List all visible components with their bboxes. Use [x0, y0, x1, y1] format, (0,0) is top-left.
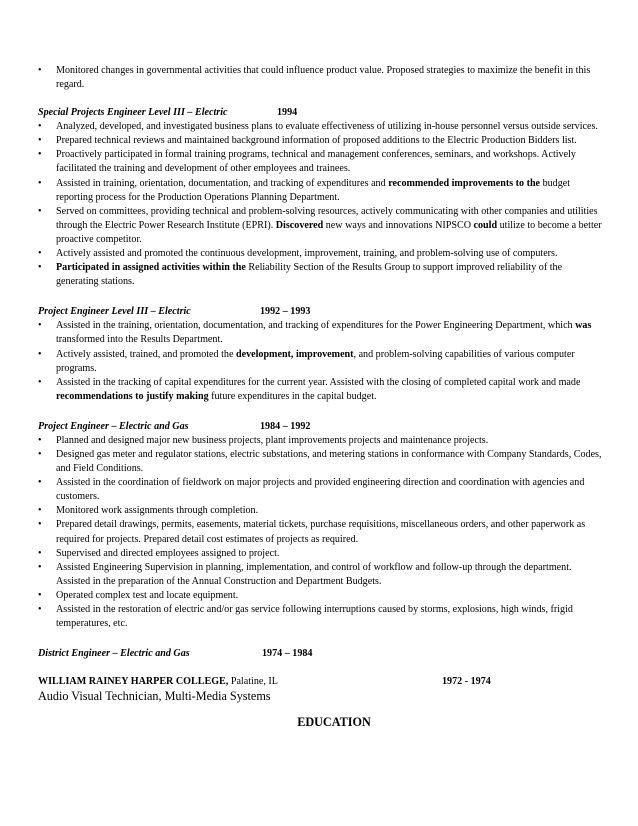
list-item	[38, 518, 604, 546]
text-run: Assisted in training, orientation, documentation, and tracking of expenditures and	[56, 177, 389, 189]
job-title: District Engineer – Electric and Gas	[38, 648, 190, 660]
employer-location: Palatine, IL	[228, 676, 278, 688]
text-run: Monitored work assignments through completion.	[56, 505, 259, 517]
job-title: Project Engineer – Electric and Gas	[38, 420, 189, 432]
text-run: Actively assisted and promoted the continuous development, improvement, training, and problem-solving use of computers.	[56, 248, 558, 260]
job-years: 1992 – 1993	[260, 306, 311, 318]
list-item	[38, 448, 604, 476]
bold-phrase: Discovered	[275, 219, 324, 231]
job-years: 1974 – 1984	[262, 648, 313, 660]
text-run: Planned and designed major new business projects, plant improvements projects and maintenance projects.	[56, 434, 489, 446]
list-item	[38, 376, 604, 404]
text-run: Analyzed, developed, and investigated business plans to evaluate effectiveness of utilizing in-house personnel versus outside services.	[56, 121, 598, 133]
list-item	[38, 434, 604, 448]
job-heading	[38, 647, 604, 661]
text-run: , and problem-solving capabilities of various computer programs.	[56, 348, 575, 374]
text-run: Assisted in the tracking of capital expenditures for the current year. Assisted with the closing of completed capital work and made	[56, 376, 581, 388]
text-run: Supervised and directed employees assigned to project.	[56, 547, 280, 559]
text-run: new ways and innovations NIPSCO	[323, 219, 474, 231]
list-item	[38, 205, 604, 247]
bold-phrase: Participated in assigned activities within the	[56, 262, 246, 274]
list-item	[38, 561, 604, 589]
list-item	[38, 177, 604, 205]
text-run: Prepared detail drawings, permits, easements, material tickets, purchase requisitions, miscellaneous orders, and other paperwork as required for projects. Prepared detail cost estimates of projects as required.	[56, 519, 586, 545]
text-run: Monitored changes in governmental activities that could influence product value. Proposed strategies to maximize the benefit in this regard.	[56, 65, 591, 91]
job-heading	[38, 420, 604, 434]
job-heading	[38, 305, 604, 319]
job-years: 1984 – 1992	[260, 420, 311, 432]
text-run: Assisted Engineering Supervision in planning, implementation, and control of workflow and follow-up through the department. Assisted in the preparation of the Annual Construction and Department Budgets.	[56, 561, 572, 587]
text-run: Proactively participated in formal training programs, technical and management conferences, seminars, and workshops. Actively facilitated the training and development of other employees and trainees.	[56, 149, 576, 175]
employer-years: 1972 - 1974	[442, 676, 491, 688]
list-item	[38, 348, 604, 376]
list-item	[38, 319, 604, 347]
text-run: future expenditures in the capital budget.	[208, 390, 377, 402]
text-run: Prepared technical reviews and maintained background information of proposed additions to the Electric Production Bidders list.	[56, 135, 577, 147]
job-bullet-list	[38, 120, 604, 289]
text-run: Operated complex test and locate equipment.	[56, 589, 239, 601]
text-run: utilize to become a better proactive competitor.	[56, 219, 602, 245]
employer-line	[38, 675, 604, 689]
text-run: Reliability Section of the Results Group to support improved reliability of the generating stations.	[56, 262, 563, 288]
section-heading-education: EDUCATION	[297, 715, 371, 730]
bold-phrase: recommended improvements to the	[388, 177, 541, 189]
text-run: Assisted in the coordination of fieldwork on major projects and provided engineering direction and coordination with agencies and customers.	[56, 477, 585, 503]
bold-phrase: development, improvement	[235, 348, 354, 360]
list-item	[38, 476, 604, 504]
job-title: Special Projects Engineer Level III – Electric	[38, 107, 228, 119]
list-item	[38, 148, 604, 176]
text-run: Actively assisted, trained, and promoted the	[56, 348, 236, 360]
text-run: Assisted in the training, orientation, documentation, and tracking of expenditures for the Power Engineering Department, which	[56, 320, 576, 332]
text-run: Assisted in the restoration of electric and/or gas service following interruptions caused by storms, explosions, high winds, frigid temperatures, etc.	[56, 604, 573, 630]
job-heading	[38, 106, 604, 120]
list-item	[38, 603, 604, 631]
job-years: 1994	[277, 107, 298, 119]
employer-name: WILLIAM RAINEY HARPER COLLEGE,	[38, 676, 229, 688]
list-item	[38, 64, 604, 92]
list-item	[38, 504, 604, 518]
list-item	[38, 547, 604, 561]
bold-phrase: recommendations to justify making	[56, 390, 209, 402]
text-run: transformed into the Results Department.	[56, 334, 223, 346]
intro-bullet-list	[38, 64, 604, 92]
employer-role: Audio Visual Technician, Multi-Media Systems	[38, 689, 271, 704]
resume-page	[38, 64, 604, 729]
job-bullet-list	[38, 319, 604, 404]
job-title: Project Engineer Level III – Electric	[38, 306, 191, 318]
list-item	[38, 134, 604, 148]
list-item	[38, 589, 604, 603]
bold-phrase: could	[473, 219, 498, 231]
list-item	[38, 247, 604, 261]
bold-phrase: was	[575, 320, 592, 332]
text-run: Designed gas meter and regulator stations, electric substations, and metering stations in conformance with Company Standards, Codes, and Field Conditions.	[56, 448, 602, 475]
text-run: Served on committees, providing technical and problem-solving resources, actively communicating with other companies and utilities through the Electric Power Research Institute (EPRI).	[56, 205, 598, 231]
list-item	[38, 120, 604, 134]
text-run: budget reporting process for the Production Operations Planning Department.	[56, 177, 571, 203]
job-bullet-list	[38, 434, 604, 631]
list-item	[38, 261, 604, 289]
